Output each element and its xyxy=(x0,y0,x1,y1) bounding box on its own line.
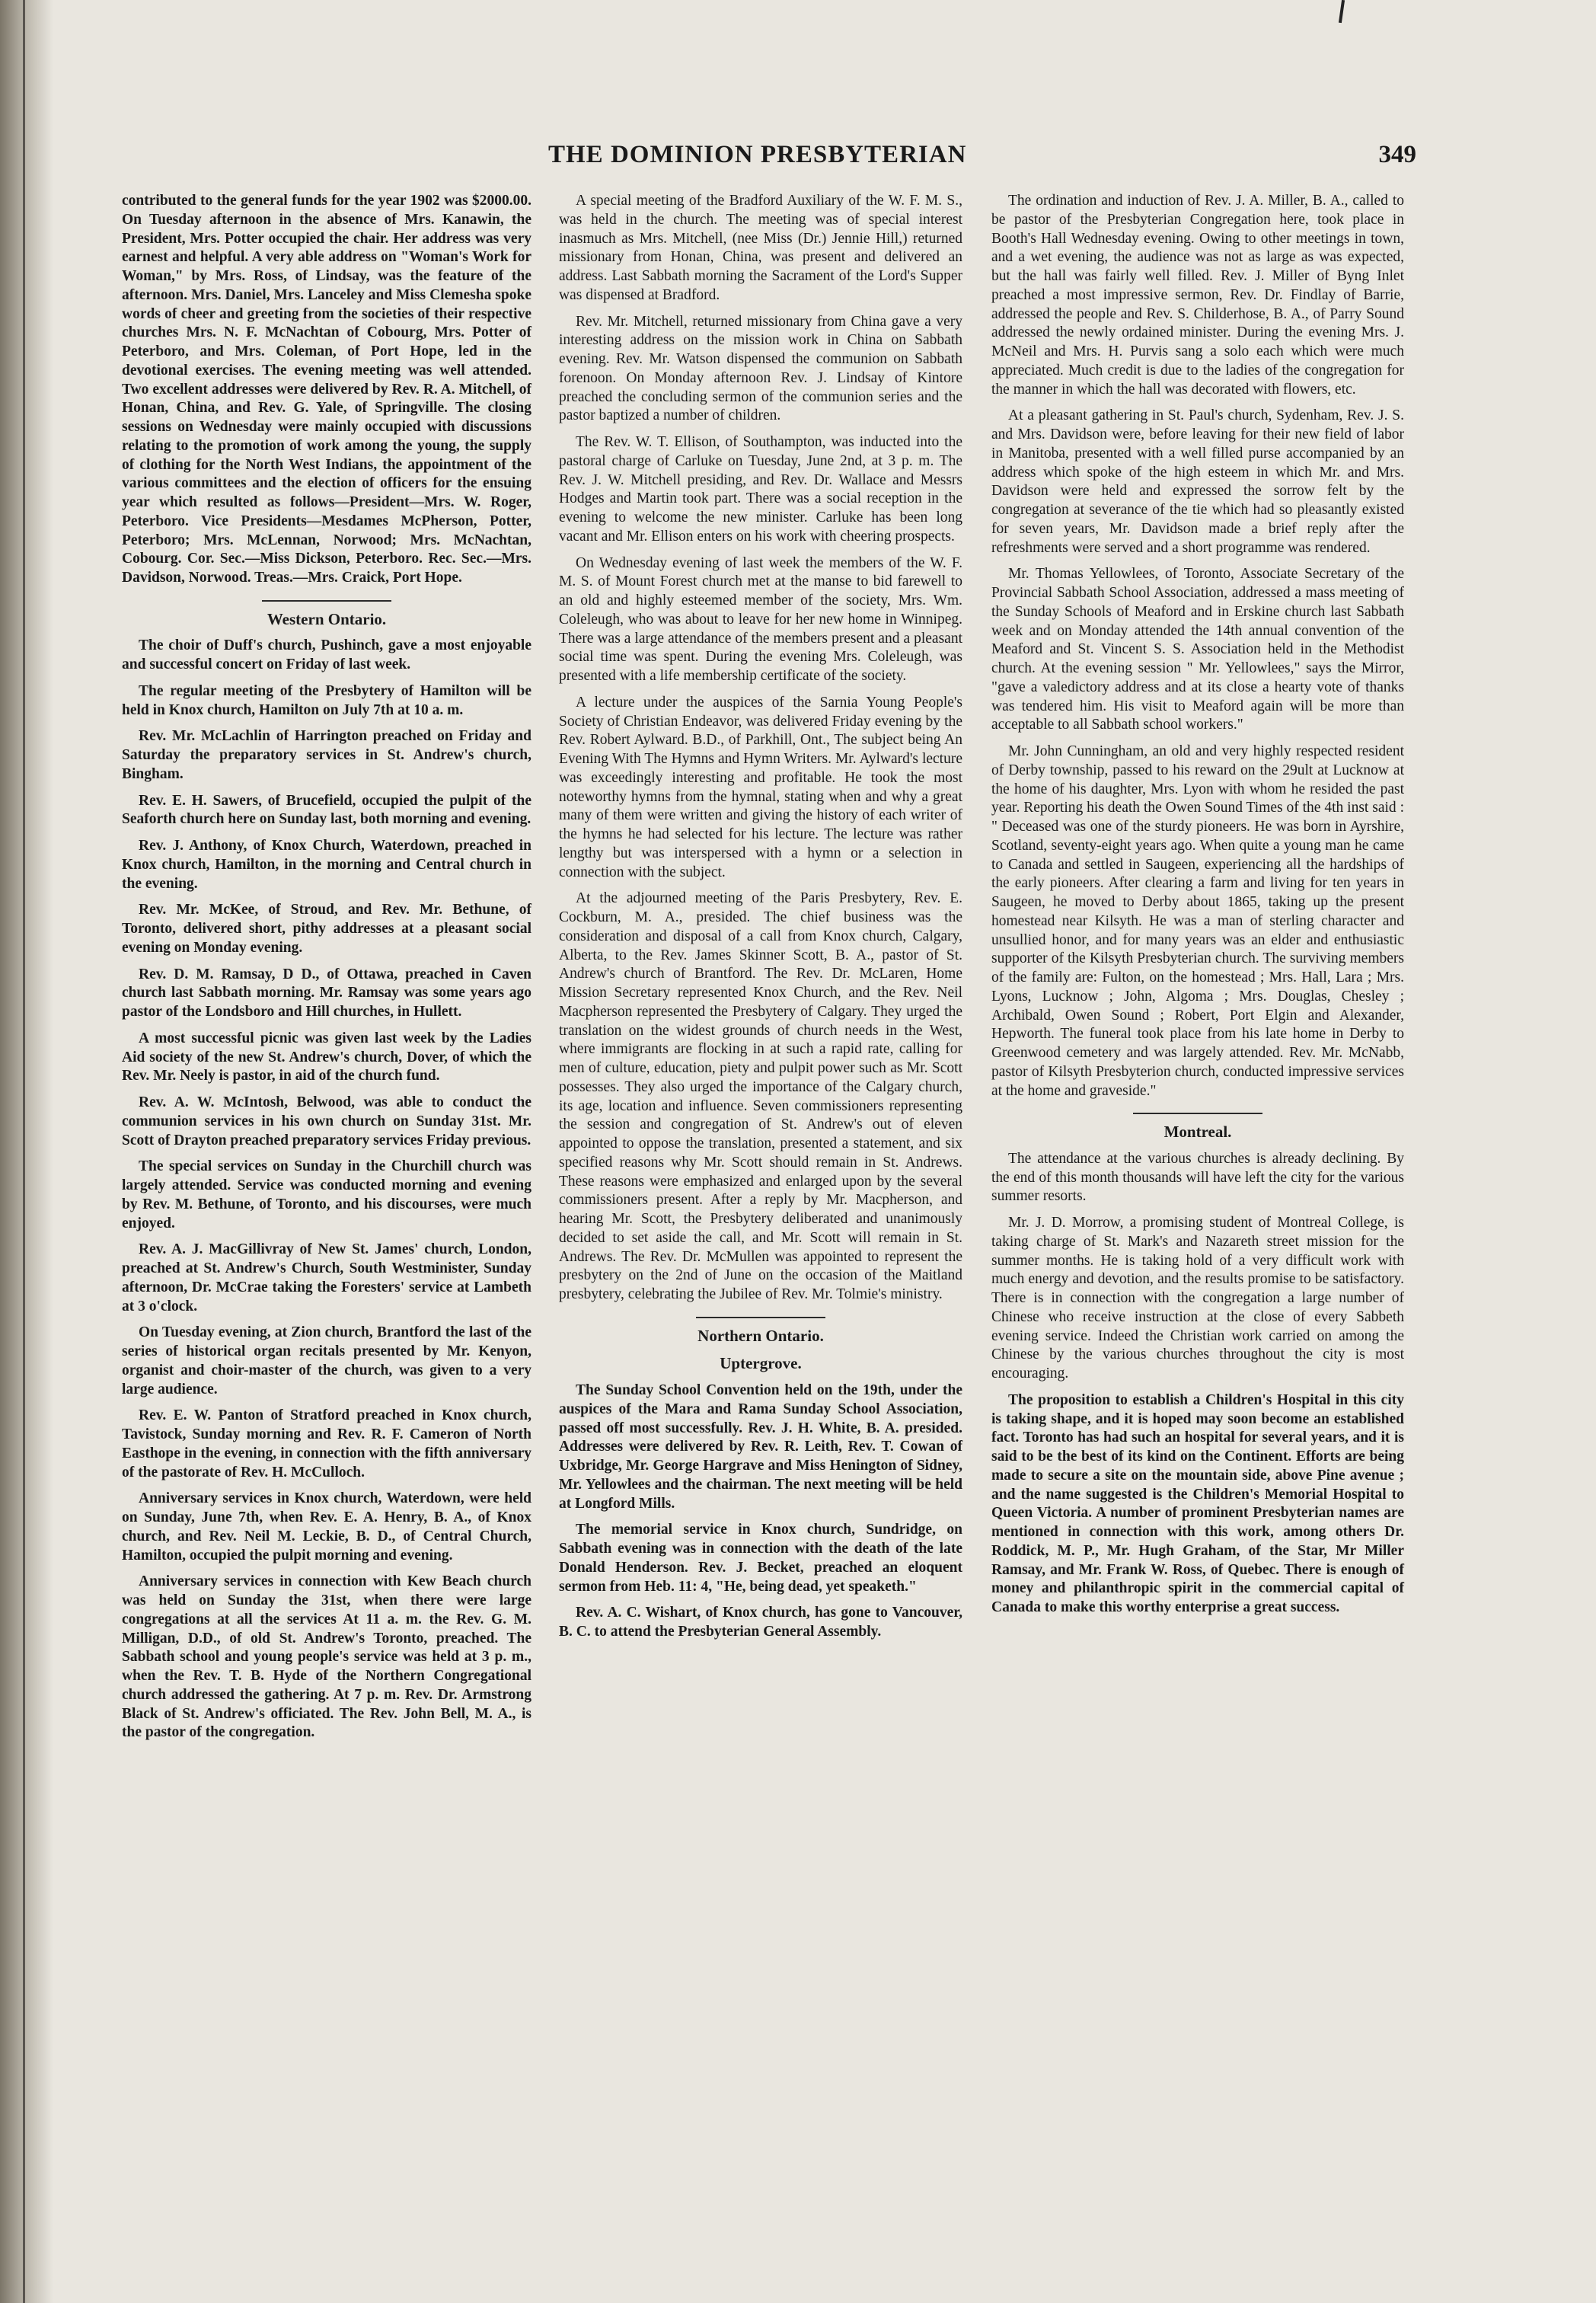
article-paragraph: At a pleasant gathering in St. Paul's church, Sydenham, Rev. J. S. and Mrs. Davidson were, before leaving for their new field of labor in Manitoba, presented with a well filled purse accompanied by an address which spoke of the high esteem in which Mr. and Mrs. Davidson were held and expressed the sorrow felt by the congregation at severance of the tie which had so pleasantly existed for seven years, Mr. Davidson made a brief reply after the refreshments were served and a short programme was rendered. xyxy=(991,407,1404,556)
corner-mark xyxy=(1339,0,1345,23)
article-paragraph: Rev. E. H. Sawers, of Brucefield, occupied the pulpit of the Seaforth church here on Sunday last, both morning and evening. xyxy=(122,792,531,828)
article-paragraph: The choir of Duff's church, Pushinch, gave a most enjoyable and successful concert on Friday of last week. xyxy=(122,637,531,673)
article-paragraph: The memorial service in Knox church, Sundridge, on Sabbath evening was in connection with the death of the late Donald Henderson. Rev. J. Becket, preached an eloquent sermon from Heb. 11: 4, "He, being dead, yet speaketh." xyxy=(559,1522,962,1595)
column-middle xyxy=(559,192,962,1650)
article-paragraph: contributed to the general funds for the year 1902 was $2000.00. On Tuesday afternoon in the absence of Mrs. Kanawin, the President, Mrs. Potter occupied the chair. Her address was very earnest and helpful. A very able address on "Woman's Work for Woman," by Mrs. Ross, of Lindsay, was the feature of the afternoon. Mrs. Daniel, Mrs. Lanceley and Miss Clemesha spoke words of cheer and greeting from the societies of their respective churches Mrs. N. F. McNachtan of Cobourg, Mrs. Potter of Peterboro, and Mrs. Coleman, of Port Hope, led in the devotional exercises. The evening meeting was well attended. Two excellent addresses were delivered by Rev. R. A. Mitchell, of Honan, China, and Rev. G. Yale, of Springville. The closing sessions on Wednesday were mainly occupied with discussions relating to the promotion of work among the young, the supply of clothing for the North West Indians, the appointment of the various committees and the election of officers for the ensuing year which resulted as follows—President—Mrs. W. Roger, Peterboro. Vice Presidents—Mesdames McPherson, Potter, Peterboro; Mrs. McLennan, Norwood; Mrs. McNachtan, Cobourg. Cor. Sec.—Miss Dickson, Peterboro. Rec. Sec.—Mrs. Davidson, Norwood. Treas.—Mrs. Craick, Port Hope. xyxy=(122,193,531,586)
column-right xyxy=(991,192,1404,1625)
article-paragraph: Rev. Mr. Mitchell, returned missionary from China gave a very interesting address on the mission work in China on Sabbath evening. Rev. Mr. Watson dispensed the communion on Sabbath forenoon. On Monday afternoon Rev. J. Lindsay of Kintore preached the concluding sermon of the communion series and the pastor baptized a number of children. xyxy=(559,313,962,424)
article-paragraph: The Rev. W. T. Ellison, of Southampton, was inducted into the pastoral charge of Carluke on Tuesday, June 2nd, at 3 p. m. The Rev. J. W. Mitchell presiding, and Rev. Dr. Wallace and Messrs Hodges and Martin took part. There was a social reception in the evening to welcome the new minister. Carluke has been long vacant and Mr. Ellison enters on his work with cheering prospects. xyxy=(559,434,962,545)
article-paragraph: Rev. Mr. McLachlin of Harrington preached on Friday and Saturday the preparatory services in St. Andrew's church, Bingham. xyxy=(122,728,531,782)
article-paragraph: At the adjourned meeting of the Paris Presbytery, Rev. E. Cockburn, M. A., presided. The chief business was the consideration and disposal of a call from Knox church, Calgary, Alberta, to the Rev. James Skinner Scott, B. A., pastor of St. Andrew's church of Brantford. The Rev. Dr. McLaren, Home Mission Secretary represented Knox Church, and the Rev. Neil Macpherson represented the Presbytery of Calgary. They urged the translation on the widest grounds of church needs in the West, where immigrants are flocking in at such a rapid rate, calling for men of culture, education, piety and pulpit power such as Mr. Scott possesses. They also urged the importance of the Calgary church, its age, location and influence. Seven commissioners representing the session and congregation of St. Andrew's out of eleven appointed to oppose the translation, presented a statement, and six specified reasons why Mr. Scott should remain in St. Andrews. These reasons were emphasized and enlarged upon by the several commissioners present. After a reply by Mr. Macpherson, and hearing Mr. Scott, the Presbytery deliberated and unanimously decided to set aside the call, and Mr. Scott will remain in St. Andrews. The Rev. Dr. McMullen was appointed to represent the presbytery on the 2nd of June on the occasion of the Maitland presbytery, celebrating the Jubilee of Rev. Mr. Tolmie's ministry. xyxy=(559,890,962,1302)
article-paragraph: On Tuesday evening, at Zion church, Brantford the last of the series of historical organ recitals presented by Mr. Kenyon, organist and choir-master of the church, was given to a very large audience. xyxy=(122,1324,531,1397)
article-paragraph: Rev. A. C. Wishart, of Knox church, has gone to Vancouver, B. C. to attend the Presbyterian General Assembly. xyxy=(559,1605,962,1640)
article-paragraph: Rev. A. W. McIntosh, Belwood, was able to conduct the communion services in his own church on Sunday 31st. Mr. Scott of Drayton preached preparatory services Friday previous. xyxy=(122,1094,531,1148)
page-number: 349 xyxy=(1378,141,1416,168)
section-subheading: Uptergrove. xyxy=(720,1354,802,1373)
section-divider xyxy=(262,600,391,602)
article-paragraph: On Wednesday evening of last week the members of the W. F. M. S. of Mount Forest church met at the manse to bid farewell to an old and highly esteemed member of the society, Mrs. Wm. Coleleugh, who was about to leave for her new home in Winnipeg. There was a large attendance of the members present and a pleasant social time was spent. During the evening Mrs. Coleleugh, was presented with a life membership certificate of the society. xyxy=(559,554,962,684)
article-paragraph: A most successful picnic was given last week by the Ladies Aid society of the new St. Andrew's church, Dover, of which the Rev. Mr. Neely is pastor, in aid of the church fund. xyxy=(122,1030,531,1084)
article-paragraph: Rev. D. M. Ramsay, D D., of Ottawa, preached in Caven church last Sabbath morning. Mr. Ramsay was some years ago pastor of the Londsboro and Hill churches, in Hullett. xyxy=(122,966,531,1021)
article-paragraph: The Sunday School Convention held on the 19th, under the auspices of the Mara and Rama Sunday School Association, passed off most successfully. Rev. J. H. White, B. A. presided. Addresses were delivered by Rev. R. Leith, Rev. T. Cowan of Uxbridge, Mr. George Hargrave and Miss Henington of Sidney, Mr. Yellowlees and the chairman. The next meeting will be held at Longford Mills. xyxy=(559,1382,962,1512)
binding-shadow xyxy=(0,0,53,2303)
article-paragraph: Mr. John Cunningham, an old and very highly respected resident of Derby township, passed to his reward on the 29ult at Lucknow at the home of his daughter, Mrs. Lyon with whom he resided the past year. Reporting his death the Owen Sound Times of the 4th inst said : " Deceased was one of the sturdy pioneers. He was born in Ayrshire, Scotland, seventy-eight years ago. When quite a young man he came to Canada and settled in Saugeen, experiencing all the hardships of the early pioneers. After clearing a farm and living for ten years in Saugeen, he moved to Derby about 1865, taking up the present homestead near Kilsyth. He was a man of sterling character and unsullied honor, and for many years was an elder and enthusiastic supporter of the Kilsyth Presbyterian church. The surviving members of the family are: Fulton, on the homestead ; Mrs. Hall, Lara ; Mrs. Lyons, Lucknow ; John, Algoma ; Mrs. Douglas, Chesley ; Archibald, Owen Sound ; Robert, Port Elgin and Alexander, Hepworth. The funeral took place from his late home in Derby to Greenwood cemetery and was largely attended. Rev. Mr. McNabb, pastor of Kilsyth Presbyterion church, conducted impressive services at the home and graveside." xyxy=(991,743,1404,1099)
section-heading: Northern Ontario. xyxy=(697,1326,824,1345)
article-paragraph: The special services on Sunday in the Churchill church was largely attended. Service was conducted morning and evening by Rev. M. Bethune, of Toronto, and his discourses, were much enjoyed. xyxy=(122,1158,531,1231)
article-paragraph: Rev. A. J. MacGillivray of New St. James' church, London, preached at St. Andrew's Church, South Westminister, Sunday afternoon, Dr. McCrae taking the Foresters' service at Lambeth at 3 o'clock. xyxy=(122,1241,531,1314)
section-divider xyxy=(696,1317,825,1318)
article-paragraph: The attendance at the various churches is already declining. By the end of this month thousands will have left the city for the various summer resorts. xyxy=(991,1150,1404,1205)
section-divider xyxy=(1133,1113,1262,1114)
article-paragraph: The ordination and induction of Rev. J. A. Miller, B. A., called to be pastor of the Presbyterian Congregation here, took place in Booth's Hall Wednesday evening. Owing to other meetings in town, and a wet evening, the audience was not as large as was expected, but the hall was fairly well filled. Rev. J. Miller of Byng Inlet preached a most impressive sermon, Rev. Dr. Findlay of Barrie, addressed the people and Rev. S. Childerhose, B. A., of Parry Sound addressed the newly ordained minister. During the evening Mrs. J. McNeil and Mrs. H. Purvis sang a solo each which were much appreciated. Much credit is due to the ladies of the congregation for the manner in which the hall was decorated with flowers, etc. xyxy=(991,193,1404,398)
binding-edge-line xyxy=(23,0,25,2303)
article-paragraph: Rev. E. W. Panton of Stratford preached in Knox church, Tavistock, Sunday morning and Rev. R. F. Cameron of North Easthope in the evening, in connection with the fifth anniversary of the pastorate of Rev. H. McCulloch. xyxy=(122,1407,531,1480)
page-header xyxy=(122,141,1416,179)
column-left xyxy=(122,192,531,1750)
publication-title: THE DOMINION PRESBYTERIAN xyxy=(548,141,967,168)
article-paragraph: Mr. J. D. Morrow, a promising student of Montreal College, is taking charge of St. Mark's and Nazareth street mission for the summer months. He is taking hold of a very difficult work with much energy and devotion, and the results promise to be satisfactory. There is in connection with the congregation a large number of Chinese who receive instruction at the close of every Sabbeth evening service. Indeed the Christian work carried on among the Chinese by the various churches throughout the city is most encouraging. xyxy=(991,1215,1404,1382)
article-paragraph: Anniversary services in connection with Kew Beach church was held on Sunday the 31st, when there were large congregations at all the services At 11 a. m. the Rev. G. M. Milligan, D.D., of old St. Andrew's Toronto, preached. The Sabbath school and young people's service was held at 3 p. m., when the Rev. T. B. Hyde of the Northern Congregational church addressed the gathering. At 7 p. m. Rev. Dr. Armstrong Black of St. Andrew's officiated. The Rev. John Bell, M. A., is the pastor of the congregation. xyxy=(122,1573,531,1741)
section-heading: Western Ontario. xyxy=(267,609,387,628)
section-heading: Montreal. xyxy=(1163,1123,1232,1142)
article-paragraph: A lecture under the auspices of the Sarnia Young People's Society of Christian Endeavor, was delivered Friday evening by the Rev. Robert Aylward. B.D., of Parkhill, Ont., The subject being An Evening With The Hymns and Hymn Writers. Mr. Aylward's lecture was exceedingly interesting and profitable. He took the most noteworthy hymns from the hymnal, stating when and why a great many of them were written and giving the history of each writer of the hymns he had selected for his lecture. The lecture was rather lengthy but was interspersed with a hymn or a selection in connection with the subject. xyxy=(559,694,962,880)
article-paragraph: The proposition to establish a Children's Hospital in this city is taking shape, and it is hoped may soon become an established fact. Toronto has had such an hospital for several years, and it is said to be the best of its kind on the Continent. Efforts are being made to secure a site on the mountain side, above Pine avenue ; and the name suggested is the Children's Memorial Hospital to Queen Victoria. A number of prominent Presbyterian names are mentioned in connection with this work, among others Dr. Roddick, M. P., Mr. Hugh Graham, of the Star, Mr Miller Ramsay, and Mr. Frank W. Ross, of Quebec. There is enough of money and philanthropic spirit in the commercial capital of Canada to make this worthy enterprise a great success. xyxy=(991,1391,1404,1616)
article-paragraph: The regular meeting of the Presbytery of Hamilton will be held in Knox church, Hamilton on July 7th at 10 a. m. xyxy=(122,682,531,718)
article-paragraph: Rev. Mr. McKee, of Stroud, and Rev. Mr. Bethune, of Toronto, delivered short, pithy addresses at a pleasant social evening on Monday evening. xyxy=(122,902,531,956)
article-paragraph: A special meeting of the Bradford Auxiliary of the W. F. M. S., was held in the church. The meeting was of special interest inasmuch as Mrs. Mitchell, (nee Miss (Dr.) Jennie Hill,) returned missionary from Honan, China, was present and delivered an address. Last Sabbath morning the Sacrament of the Lord's Supper was dispensed at Bradford. xyxy=(559,193,962,303)
article-paragraph: Mr. Thomas Yellowlees, of Toronto, Associate Secretary of the Provincial Sabbath School Association, addressed a mass meeting of the Sunday Schools of Meaford and in Erskine church last Sabbath week and on Monday attended the 14th annual convention of the Meaford and St. Vincent S. S. Association held in the Methodist church. At the evening session " Mr. Yellowlees," says the Mirror, "gave a valedictory address and at its close a hearty vote of thanks was tendered him. His visit to Meaford again will be more than acceptable to all Sabbath school workers." xyxy=(991,566,1404,733)
article-paragraph: Rev. J. Anthony, of Knox Church, Waterdown, preached in Knox church, Hamilton, in the morning and Central church in the evening. xyxy=(122,838,531,892)
article-paragraph: Anniversary services in Knox church, Waterdown, were held on Sunday, June 7th, when Rev. E. A. Henry, B. A., of Knox church, and Rev. Neil M. Leckie, B. D., of Central Church, Hamilton, occupied the pulpit morning and evening. xyxy=(122,1490,531,1564)
